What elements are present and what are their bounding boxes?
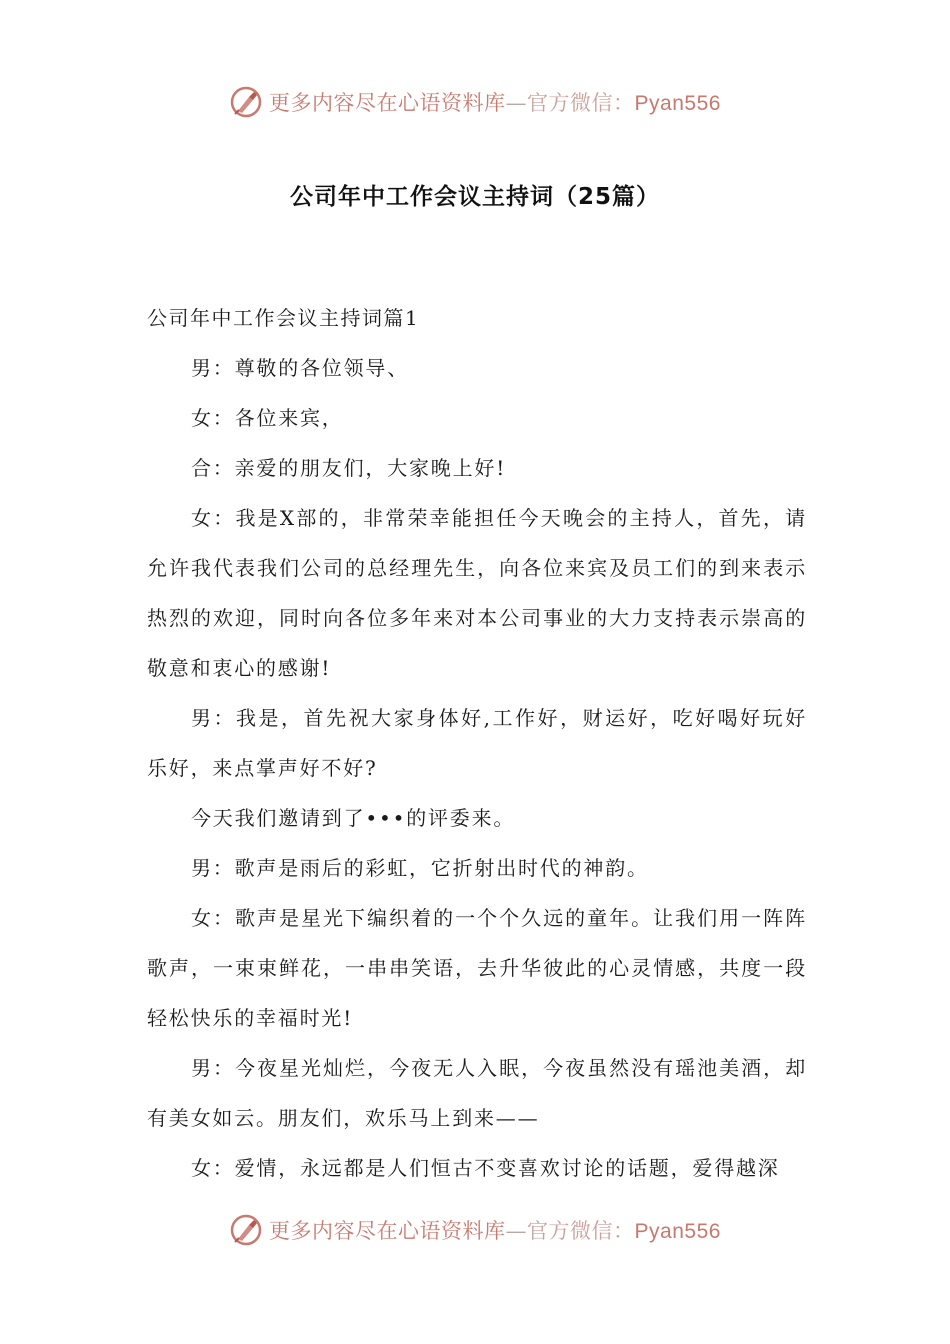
watermark-label: 官方微信：	[527, 1219, 635, 1243]
watermark-id: Pyan556	[634, 1220, 721, 1243]
watermark-text	[269, 87, 721, 117]
pen-nib-icon	[229, 85, 263, 119]
paragraph: 合：亲爱的朋友们，大家晚上好!	[191, 456, 507, 480]
section-heading: 公司年中工作会议主持词篇1	[147, 306, 420, 330]
footer-watermark	[0, 1210, 950, 1250]
watermark-main: 更多内容尽在心语资料库	[269, 91, 506, 115]
watermark-separator: —	[505, 91, 528, 115]
paragraph: 女：歌声是星光下编织着的一个个久远的童年。让我们用一阵阵歌声，一束束鲜花，一串串笑语，去升华彼此的心灵情感，共度一段轻松快乐的幸福时光!	[147, 906, 807, 1030]
paragraph: 今天我们邀请到了•••的评委来。	[191, 806, 516, 830]
paragraph: 女：爱情，永远都是人们恒古不变喜欢讨论的话题，爱得越深	[191, 1156, 780, 1180]
paragraph: 男：我是，首先祝大家身体好,工作好，财运好，吃好喝好玩好乐好，来点掌声好不好?	[147, 706, 807, 780]
watermark-separator: —	[505, 1219, 528, 1243]
watermark-id: Pyan556	[634, 92, 721, 115]
page-title: 公司年中工作会议主持词（25篇）	[289, 184, 660, 210]
paragraph: 男：歌声是雨后的彩虹，它折射出时代的神韵。	[191, 856, 649, 880]
watermark-text	[269, 1215, 721, 1245]
paragraph: 男：尊敬的各位领导、	[191, 356, 409, 380]
watermark-label: 官方微信：	[527, 91, 635, 115]
header-watermark	[0, 82, 950, 122]
paragraph: 女：各位来宾，	[191, 406, 344, 430]
pen-nib-icon	[229, 1213, 263, 1247]
document-body	[147, 293, 807, 1193]
watermark-main: 更多内容尽在心语资料库	[269, 1219, 506, 1243]
paragraph: 女：我是X部的，非常荣幸能担任今天晚会的主持人，首先，请允许我代表我们公司的总经理先生，向各位来宾及员工们的到来表示热烈的欢迎，同时向各位多年来对本公司事业的大力支持表示崇高的敬意和衷心的感谢!	[147, 506, 807, 680]
paragraph: 男：今夜星光灿烂，今夜无人入眠，今夜虽然没有瑶池美酒，却有美女如云。朋友们，欢乐马上到来——	[147, 1056, 807, 1130]
